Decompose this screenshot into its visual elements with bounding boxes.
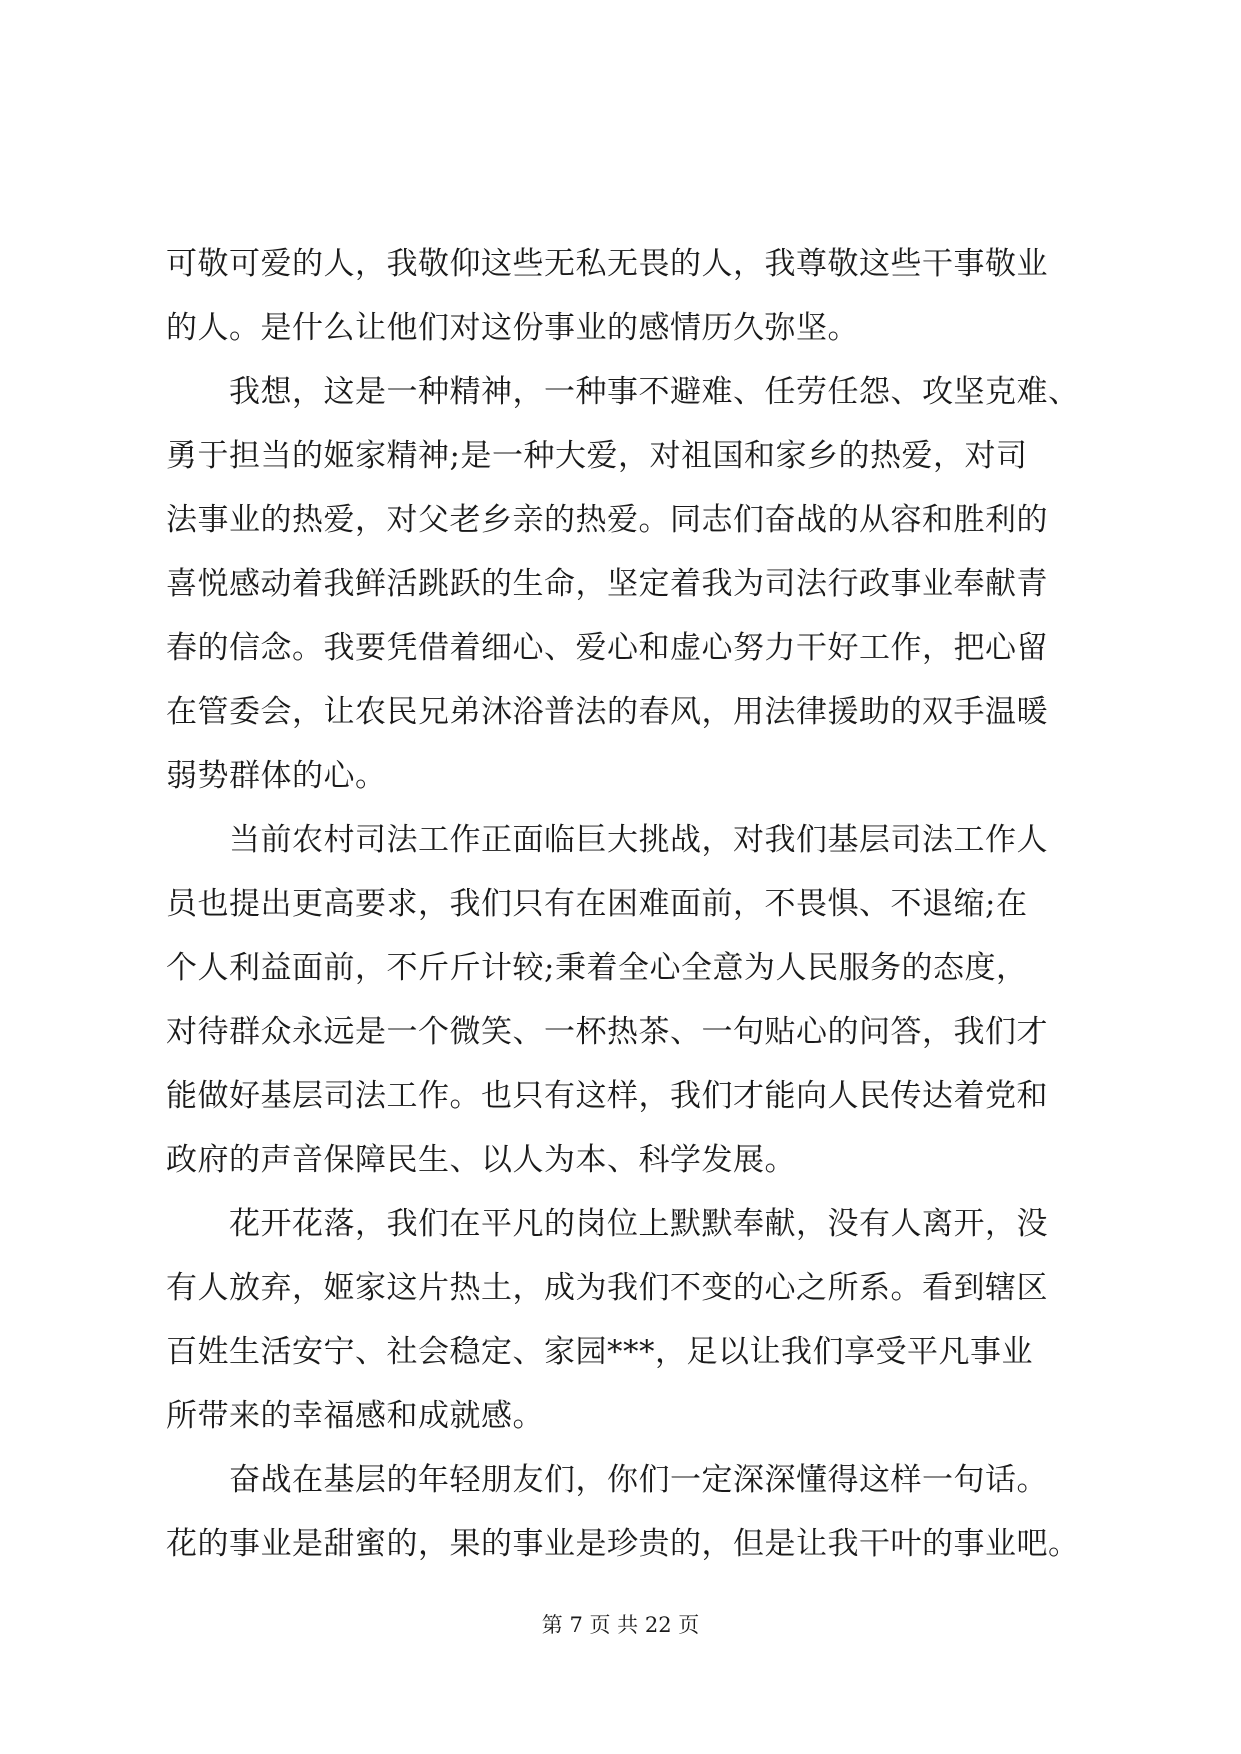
text-line: 奋战在基层的年轻朋友们，你们一定深深懂得这样一句话。 xyxy=(166,1462,1048,1498)
text-line: 能做好基层司法工作。也只有这样，我们才能向人民传达着党和 xyxy=(166,1078,1048,1114)
text-line: 在管委会，让农民兄弟沐浴普法的春风，用法律援助的双手温暖 xyxy=(166,694,1048,730)
text-line: 百姓生活安宁、社会稳定、家园***，足以让我们享受平凡事业 xyxy=(166,1334,1033,1370)
text-line: 弱势群体的心。 xyxy=(166,758,387,794)
text-line: 法事业的热爱，对父老乡亲的热爱。同志们奋战的从容和胜利的 xyxy=(166,502,1048,538)
text-line: 有人放弃，姬家这片热土，成为我们不变的心之所系。看到辖区 xyxy=(166,1270,1048,1306)
text-line: 政府的声音保障民生、以人为本、科学发展。 xyxy=(166,1142,796,1178)
page-number-footer: 第 7 页 共 22 页 xyxy=(541,1613,700,1637)
text-line: 对待群众永远是一个微笑、一杯热茶、一句贴心的问答，我们才 xyxy=(166,1014,1048,1050)
body-text xyxy=(166,232,1086,1576)
text-line: 的人。是什么让他们对这份事业的感情历久弥坚。 xyxy=(166,310,859,346)
text-line: 可敬可爱的人，我敬仰这些无私无畏的人，我尊敬这些干事敬业 xyxy=(166,246,1048,282)
text-line: 春的信念。我要凭借着细心、爱心和虚心努力干好工作，把心留 xyxy=(166,630,1048,666)
text-line: 我想，这是一种精神，一种事不避难、任劳任怨、攻坚克难、 xyxy=(166,374,1080,410)
text-line: 当前农村司法工作正面临巨大挑战，对我们基层司法工作人 xyxy=(166,822,1048,858)
text-line: 喜悦感动着我鲜活跳跃的生命，坚定着我为司法行政事业奉献青 xyxy=(166,566,1048,602)
text-line: 勇于担当的姬家精神;是一种大爱，对祖国和家乡的热爱，对司 xyxy=(166,438,1028,474)
text-line: 所带来的幸福感和成就感。 xyxy=(166,1398,544,1434)
text-line: 花开花落，我们在平凡的岗位上默默奉献，没有人离开，没 xyxy=(166,1206,1048,1242)
text-line: 员也提出更高要求，我们只有在困难面前，不畏惧、不退缩;在 xyxy=(166,886,1028,922)
text-line: 个人利益面前，不斤斤计较;秉着全心全意为人民服务的态度， xyxy=(166,950,1028,986)
text-line: 花的事业是甜蜜的，果的事业是珍贵的，但是让我干叶的事业吧。 xyxy=(166,1526,1080,1562)
